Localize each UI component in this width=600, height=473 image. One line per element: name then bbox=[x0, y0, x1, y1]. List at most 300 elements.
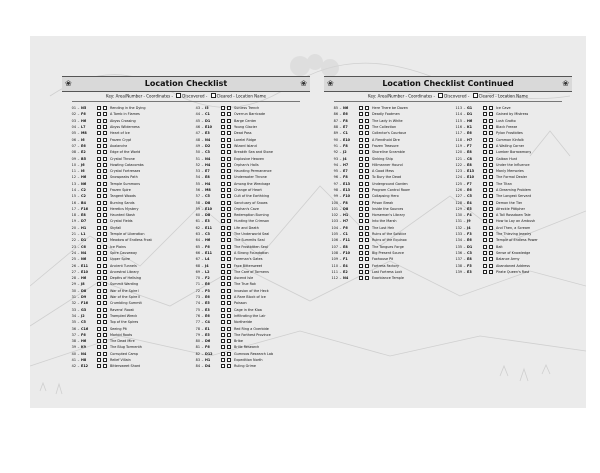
cleared-checkbox[interactable] bbox=[227, 314, 231, 318]
discovered-checkbox[interactable] bbox=[359, 125, 363, 129]
cleared-checkbox[interactable] bbox=[103, 295, 107, 299]
cleared-checkbox[interactable] bbox=[365, 264, 369, 268]
cleared-checkbox[interactable] bbox=[103, 131, 107, 135]
cleared-checkbox[interactable] bbox=[365, 150, 369, 154]
discovered-checkbox[interactable] bbox=[221, 314, 225, 318]
cleared-checkbox[interactable] bbox=[227, 295, 231, 299]
cleared-checkbox[interactable] bbox=[227, 238, 231, 242]
discovered-checkbox[interactable] bbox=[221, 295, 225, 299]
discovered-checkbox[interactable] bbox=[483, 169, 487, 173]
discovered-checkbox[interactable] bbox=[221, 264, 225, 268]
cleared-checkbox[interactable] bbox=[227, 106, 231, 110]
cleared-checkbox[interactable] bbox=[227, 188, 231, 192]
discovered-checkbox[interactable] bbox=[97, 314, 101, 318]
cleared-checkbox[interactable] bbox=[103, 245, 107, 249]
cleared-checkbox[interactable] bbox=[489, 188, 493, 192]
cleared-checkbox[interactable] bbox=[227, 339, 231, 343]
cleared-checkbox[interactable] bbox=[489, 270, 493, 274]
discovered-checkbox[interactable] bbox=[359, 175, 363, 179]
discovered-checkbox[interactable] bbox=[221, 119, 225, 123]
cleared-checkbox[interactable] bbox=[103, 364, 107, 368]
discovered-checkbox[interactable] bbox=[483, 182, 487, 186]
separator: – bbox=[463, 162, 466, 167]
discovered-checkbox[interactable] bbox=[221, 226, 225, 230]
discovered-checkbox[interactable] bbox=[97, 157, 101, 161]
discovered-checkbox[interactable] bbox=[483, 219, 487, 223]
discovered-checkbox[interactable] bbox=[221, 308, 225, 312]
cleared-checkbox[interactable] bbox=[365, 131, 369, 135]
cleared-checkbox[interactable] bbox=[227, 289, 231, 293]
discovered-checkbox[interactable] bbox=[221, 232, 225, 236]
discovered-checkbox[interactable] bbox=[221, 251, 225, 255]
cleared-checkbox[interactable] bbox=[489, 175, 493, 179]
discovered-checkbox[interactable] bbox=[483, 131, 487, 135]
cleared-checkbox[interactable] bbox=[227, 125, 231, 129]
discovered-checkbox[interactable] bbox=[97, 194, 101, 198]
cleared-checkbox[interactable] bbox=[227, 358, 231, 362]
cleared-checkbox[interactable] bbox=[227, 264, 231, 268]
discovered-checkbox[interactable] bbox=[97, 182, 101, 186]
location-name: A Dreaming Problem bbox=[496, 188, 531, 192]
discovered-checkbox[interactable] bbox=[221, 188, 225, 192]
cleared-checkbox[interactable] bbox=[227, 232, 231, 236]
cleared-checkbox[interactable] bbox=[103, 282, 107, 286]
location-coordinates: I6 bbox=[81, 169, 85, 174]
cleared-checkbox[interactable] bbox=[103, 264, 107, 268]
location-number: 121 bbox=[455, 156, 462, 161]
discovered-checkbox[interactable] bbox=[221, 219, 225, 223]
cleared-checkbox[interactable] bbox=[103, 163, 107, 167]
discovered-checkbox[interactable] bbox=[97, 345, 101, 349]
discovered-checkbox[interactable] bbox=[97, 213, 101, 217]
cleared-checkbox[interactable] bbox=[489, 238, 493, 242]
discovered-checkbox[interactable] bbox=[359, 219, 363, 223]
cleared-checkbox[interactable] bbox=[227, 226, 231, 230]
cleared-checkbox[interactable] bbox=[103, 112, 107, 116]
cleared-checkbox[interactable] bbox=[103, 352, 107, 356]
cleared-checkbox[interactable] bbox=[489, 119, 493, 123]
discovered-checkbox[interactable] bbox=[221, 358, 225, 362]
cleared-checkbox[interactable] bbox=[489, 131, 493, 135]
location-number: 26 bbox=[71, 263, 76, 268]
cleared-checkbox[interactable] bbox=[365, 270, 369, 274]
discovered-checkbox[interactable] bbox=[221, 106, 225, 110]
discovered-checkbox[interactable] bbox=[97, 358, 101, 362]
cleared-checkbox[interactable] bbox=[103, 276, 107, 280]
discovered-checkbox[interactable] bbox=[97, 238, 101, 242]
cleared-checkbox[interactable] bbox=[489, 207, 493, 211]
cleared-checkbox[interactable] bbox=[103, 320, 107, 324]
cleared-checkbox[interactable] bbox=[227, 308, 231, 312]
cleared-checkbox[interactable] bbox=[227, 150, 231, 154]
location-number: 57 bbox=[195, 194, 200, 199]
cleared-checkbox[interactable] bbox=[227, 131, 231, 135]
discovered-checkbox[interactable] bbox=[221, 301, 225, 305]
cleared-checkbox[interactable] bbox=[103, 339, 107, 343]
discovered-checkbox[interactable] bbox=[359, 188, 363, 192]
discovered-checkbox[interactable] bbox=[483, 238, 487, 242]
discovered-checkbox[interactable] bbox=[359, 194, 363, 198]
cleared-checkbox[interactable] bbox=[227, 194, 231, 198]
discovered-checkbox[interactable] bbox=[483, 264, 487, 268]
cleared-checkbox[interactable] bbox=[227, 182, 231, 186]
discovered-checkbox[interactable] bbox=[221, 238, 225, 242]
discovered-checkbox[interactable] bbox=[97, 276, 101, 280]
discovered-checkbox[interactable] bbox=[359, 106, 363, 110]
discovered-checkbox[interactable] bbox=[97, 339, 101, 343]
discovered-checkbox[interactable] bbox=[221, 339, 225, 343]
cleared-checkbox[interactable] bbox=[103, 226, 107, 230]
cleared-checkbox[interactable] bbox=[365, 188, 369, 192]
discovered-checkbox[interactable] bbox=[359, 251, 363, 255]
discovered-checkbox[interactable] bbox=[359, 276, 363, 280]
cleared-checkbox[interactable] bbox=[103, 138, 107, 142]
discovered-checkbox[interactable] bbox=[221, 182, 225, 186]
discovered-checkbox[interactable] bbox=[97, 232, 101, 236]
cleared-checkbox[interactable] bbox=[103, 188, 107, 192]
discovered-checkbox[interactable] bbox=[221, 131, 225, 135]
cleared-checkbox[interactable] bbox=[489, 251, 493, 255]
cleared-checkbox[interactable] bbox=[227, 276, 231, 280]
discovered-checkbox[interactable] bbox=[97, 333, 101, 337]
discovered-checkbox[interactable] bbox=[221, 289, 225, 293]
location-number: 82 bbox=[195, 351, 200, 356]
separator: – bbox=[201, 150, 204, 155]
location-name: Haunting Permanence bbox=[234, 169, 272, 174]
discovered-checkbox[interactable] bbox=[97, 327, 101, 331]
location-number: 80 bbox=[195, 339, 200, 344]
discovered-checkbox[interactable] bbox=[359, 270, 363, 274]
cleared-checkbox[interactable] bbox=[489, 219, 493, 223]
cleared-checkbox[interactable] bbox=[103, 308, 107, 312]
cleared-checkbox[interactable] bbox=[365, 157, 369, 161]
location-name: Lorelei Ridge bbox=[234, 137, 257, 142]
discovered-checkbox[interactable] bbox=[97, 251, 101, 255]
cleared-checkbox[interactable] bbox=[103, 289, 107, 293]
discovered-checkbox[interactable] bbox=[483, 226, 487, 230]
discovered-checkbox[interactable] bbox=[359, 119, 363, 123]
cleared-checkbox[interactable] bbox=[103, 125, 107, 129]
discovered-checkbox[interactable] bbox=[359, 207, 363, 211]
discovered-checkbox[interactable] bbox=[221, 169, 225, 173]
cleared-checkbox[interactable] bbox=[365, 257, 369, 261]
cleared-checkbox[interactable] bbox=[365, 207, 369, 211]
discovered-checkbox[interactable] bbox=[359, 150, 363, 154]
discovered-checkbox[interactable] bbox=[221, 320, 225, 324]
cleared-checkbox[interactable] bbox=[227, 270, 231, 274]
cleared-checkbox[interactable] bbox=[227, 175, 231, 179]
cleared-checkbox[interactable] bbox=[489, 157, 493, 161]
discovered-checkbox[interactable] bbox=[97, 207, 101, 211]
cleared-checkbox[interactable] bbox=[103, 175, 107, 179]
discovered-checkbox[interactable] bbox=[221, 245, 225, 249]
discovered-checkbox[interactable] bbox=[221, 112, 225, 116]
location-coordinates: E6 bbox=[467, 131, 472, 136]
cleared-checkbox[interactable] bbox=[365, 213, 369, 217]
cleared-checkbox[interactable] bbox=[489, 264, 493, 268]
cleared-checkbox[interactable] bbox=[103, 333, 107, 337]
discovered-checkbox[interactable] bbox=[483, 245, 487, 249]
discovered-checkbox[interactable] bbox=[359, 169, 363, 173]
discovered-checkbox[interactable] bbox=[97, 131, 101, 135]
discovered-checkbox[interactable] bbox=[221, 333, 225, 337]
cleared-checkbox[interactable] bbox=[227, 213, 231, 217]
cleared-checkbox[interactable] bbox=[227, 169, 231, 173]
discovered-checkbox[interactable] bbox=[221, 213, 225, 217]
discovered-checkbox[interactable] bbox=[359, 201, 363, 205]
discovered-checkbox[interactable] bbox=[97, 112, 101, 116]
discovered-checkbox[interactable] bbox=[483, 144, 487, 148]
cleared-checkbox[interactable] bbox=[103, 201, 107, 205]
discovered-checkbox[interactable] bbox=[359, 112, 363, 116]
cleared-checkbox[interactable] bbox=[103, 301, 107, 305]
discovered-checkbox[interactable] bbox=[359, 245, 363, 249]
cleared-checkbox[interactable] bbox=[365, 175, 369, 179]
discovered-checkbox[interactable] bbox=[97, 301, 101, 305]
cleared-checkbox[interactable] bbox=[103, 207, 107, 211]
cleared-checkbox[interactable] bbox=[489, 163, 493, 167]
discovered-checkbox[interactable] bbox=[97, 257, 101, 261]
cleared-checkbox[interactable] bbox=[103, 219, 107, 223]
discovered-checkbox[interactable] bbox=[359, 163, 363, 167]
cleared-checkbox[interactable] bbox=[489, 144, 493, 148]
cleared-checkbox[interactable] bbox=[365, 112, 369, 116]
discovered-checkbox[interactable] bbox=[483, 257, 487, 261]
cleared-checkbox[interactable] bbox=[103, 345, 107, 349]
discovered-checkbox[interactable] bbox=[97, 364, 101, 368]
discovered-checkbox[interactable] bbox=[359, 257, 363, 261]
discovered-checkbox[interactable] bbox=[97, 119, 101, 123]
discovered-checkbox[interactable] bbox=[221, 364, 225, 368]
discovered-checkbox[interactable] bbox=[97, 125, 101, 129]
cleared-checkbox[interactable] bbox=[365, 138, 369, 142]
location-coordinates: H7 bbox=[343, 219, 349, 224]
cleared-checkbox[interactable] bbox=[103, 257, 107, 261]
cleared-checkbox[interactable] bbox=[227, 282, 231, 286]
discovered-checkbox[interactable] bbox=[483, 125, 487, 129]
discovered-checkbox[interactable] bbox=[221, 201, 225, 205]
discovered-checkbox[interactable] bbox=[483, 194, 487, 198]
discovered-checkbox[interactable] bbox=[97, 308, 101, 312]
cleared-checkbox[interactable] bbox=[489, 201, 493, 205]
cleared-checkbox[interactable] bbox=[103, 358, 107, 362]
cleared-checkbox[interactable] bbox=[103, 327, 107, 331]
discovered-checkbox[interactable] bbox=[483, 188, 487, 192]
discovered-checkbox[interactable] bbox=[483, 157, 487, 161]
discovered-checkbox[interactable] bbox=[483, 213, 487, 217]
cleared-checkbox[interactable] bbox=[365, 201, 369, 205]
cleared-checkbox[interactable] bbox=[103, 144, 107, 148]
discovered-checkbox[interactable] bbox=[483, 106, 487, 110]
discovered-checkbox[interactable] bbox=[97, 169, 101, 173]
cleared-checkbox[interactable] bbox=[489, 169, 493, 173]
discovered-checkbox[interactable] bbox=[221, 276, 225, 280]
cleared-checkbox[interactable] bbox=[489, 257, 493, 261]
discovered-checkbox[interactable] bbox=[359, 232, 363, 236]
discovered-checkbox[interactable] bbox=[97, 352, 101, 356]
cleared-checkbox[interactable] bbox=[103, 251, 107, 255]
cleared-checkbox[interactable] bbox=[227, 257, 231, 261]
discovered-checkbox[interactable] bbox=[97, 201, 101, 205]
cleared-checkbox[interactable] bbox=[489, 106, 493, 110]
cleared-checkbox[interactable] bbox=[227, 345, 231, 349]
discovered-checkbox[interactable] bbox=[483, 112, 487, 116]
cleared-checkbox[interactable] bbox=[227, 245, 231, 249]
discovered-checkbox[interactable] bbox=[97, 226, 101, 230]
cleared-checkbox[interactable] bbox=[365, 219, 369, 223]
discovered-checkbox[interactable] bbox=[483, 232, 487, 236]
cleared-checkbox[interactable] bbox=[227, 119, 231, 123]
cleared-checkbox[interactable] bbox=[227, 207, 231, 211]
cleared-checkbox[interactable] bbox=[489, 232, 493, 236]
cleared-checkbox[interactable] bbox=[103, 238, 107, 242]
discovered-checkbox[interactable] bbox=[359, 144, 363, 148]
discovered-checkbox[interactable] bbox=[221, 257, 225, 261]
discovered-checkbox[interactable] bbox=[221, 207, 225, 211]
cleared-checkbox[interactable] bbox=[365, 169, 369, 173]
cleared-checkbox[interactable] bbox=[103, 157, 107, 161]
discovered-checkbox[interactable] bbox=[221, 270, 225, 274]
cleared-checkbox[interactable] bbox=[227, 320, 231, 324]
discovered-checkbox[interactable] bbox=[97, 270, 101, 274]
location-number: 117 bbox=[455, 131, 462, 136]
cleared-checkbox[interactable] bbox=[365, 106, 369, 110]
cleared-checkbox[interactable] bbox=[227, 112, 231, 116]
discovered-checkbox[interactable] bbox=[483, 270, 487, 274]
discovered-checkbox[interactable] bbox=[97, 163, 101, 167]
discovered-checkbox[interactable] bbox=[221, 282, 225, 286]
cleared-checkbox[interactable] bbox=[227, 157, 231, 161]
location-name: Heretics Mystery bbox=[110, 206, 139, 211]
discovered-checkbox[interactable] bbox=[97, 219, 101, 223]
cleared-checkbox[interactable] bbox=[227, 219, 231, 223]
cleared-checkbox[interactable] bbox=[489, 138, 493, 142]
discovered-checkbox[interactable] bbox=[221, 125, 225, 129]
discovered-checkbox[interactable] bbox=[221, 352, 225, 356]
discovered-checkbox[interactable] bbox=[359, 213, 363, 217]
discovered-checkbox[interactable] bbox=[483, 207, 487, 211]
discovered-checkbox[interactable] bbox=[97, 106, 101, 110]
discovered-checkbox[interactable] bbox=[483, 251, 487, 255]
discovered-checkbox[interactable] bbox=[359, 157, 363, 161]
cleared-checkbox[interactable] bbox=[227, 251, 231, 255]
discovered-checkbox[interactable] bbox=[221, 175, 225, 179]
discovered-checkbox[interactable] bbox=[221, 327, 225, 331]
discovered-checkbox[interactable] bbox=[483, 138, 487, 142]
cleared-checkbox[interactable] bbox=[365, 182, 369, 186]
cleared-checkbox[interactable] bbox=[365, 125, 369, 129]
cleared-checkbox[interactable] bbox=[365, 144, 369, 148]
cleared-checkbox[interactable] bbox=[227, 364, 231, 368]
cleared-checkbox[interactable] bbox=[227, 144, 231, 148]
location-number: 41 bbox=[71, 358, 76, 363]
discovered-checkbox[interactable] bbox=[97, 289, 101, 293]
cleared-checkbox[interactable] bbox=[227, 138, 231, 142]
cleared-checkbox[interactable] bbox=[103, 314, 107, 318]
cleared-checkbox[interactable] bbox=[227, 352, 231, 356]
cleared-checkbox[interactable] bbox=[365, 238, 369, 242]
discovered-checkbox[interactable] bbox=[97, 138, 101, 142]
cleared-checkbox[interactable] bbox=[365, 245, 369, 249]
cleared-checkbox[interactable] bbox=[103, 194, 107, 198]
cleared-checkbox[interactable] bbox=[489, 182, 493, 186]
cleared-checkbox[interactable] bbox=[103, 119, 107, 123]
discovered-checkbox[interactable] bbox=[97, 264, 101, 268]
cleared-checkbox[interactable] bbox=[489, 150, 493, 154]
discovered-checkbox[interactable] bbox=[97, 150, 101, 154]
location-number: 91 bbox=[333, 143, 338, 148]
discovered-checkbox[interactable] bbox=[221, 163, 225, 167]
separator: – bbox=[463, 131, 466, 136]
cleared-checkbox[interactable] bbox=[227, 163, 231, 167]
discovered-checkbox[interactable] bbox=[359, 238, 363, 242]
cleared-checkbox[interactable] bbox=[489, 226, 493, 230]
discovered-checkbox[interactable] bbox=[483, 119, 487, 123]
cleared-checkbox[interactable] bbox=[365, 276, 369, 280]
cleared-checkbox[interactable] bbox=[103, 213, 107, 217]
discovered-checkbox[interactable] bbox=[483, 163, 487, 167]
location-name: Crystal Fields bbox=[110, 219, 133, 224]
discovered-checkbox[interactable] bbox=[221, 345, 225, 349]
discovered-checkbox[interactable] bbox=[359, 264, 363, 268]
cleared-checkbox[interactable] bbox=[365, 232, 369, 236]
cleared-checkbox[interactable] bbox=[103, 150, 107, 154]
discovered-checkbox[interactable] bbox=[221, 138, 225, 142]
location-number: 49 bbox=[195, 143, 200, 148]
discovered-checkbox[interactable] bbox=[221, 194, 225, 198]
cleared-checkbox[interactable] bbox=[227, 201, 231, 205]
location-number: 24 bbox=[71, 250, 76, 255]
discovered-checkbox[interactable] bbox=[483, 150, 487, 154]
discovered-checkbox[interactable] bbox=[359, 182, 363, 186]
cleared-checkbox[interactable] bbox=[103, 232, 107, 236]
discovered-checkbox[interactable] bbox=[483, 175, 487, 179]
discovered-checkbox[interactable] bbox=[97, 295, 101, 299]
discovered-checkbox[interactable] bbox=[359, 131, 363, 135]
discovered-checkbox[interactable] bbox=[97, 320, 101, 324]
discovered-checkbox[interactable] bbox=[359, 138, 363, 142]
discovered-checkbox[interactable] bbox=[97, 245, 101, 249]
location-number: 94 bbox=[333, 162, 338, 167]
cleared-checkbox[interactable] bbox=[489, 245, 493, 249]
cleared-checkbox[interactable] bbox=[103, 182, 107, 186]
cleared-checkbox[interactable] bbox=[227, 301, 231, 305]
cleared-checkbox[interactable] bbox=[365, 251, 369, 255]
discovered-checkbox[interactable] bbox=[221, 144, 225, 148]
discovered-checkbox[interactable] bbox=[221, 150, 225, 154]
discovered-checkbox[interactable] bbox=[97, 282, 101, 286]
cleared-checkbox[interactable] bbox=[227, 327, 231, 331]
cleared-checkbox[interactable] bbox=[365, 226, 369, 230]
cleared-checkbox[interactable] bbox=[365, 119, 369, 123]
cleared-checkbox[interactable] bbox=[227, 333, 231, 337]
discovered-checkbox[interactable] bbox=[97, 188, 101, 192]
cleared-checkbox[interactable] bbox=[489, 194, 493, 198]
cleared-checkbox[interactable] bbox=[103, 169, 107, 173]
discovered-checkbox[interactable] bbox=[483, 201, 487, 205]
cleared-checkbox[interactable] bbox=[489, 125, 493, 129]
cleared-checkbox[interactable] bbox=[365, 163, 369, 167]
discovered-checkbox[interactable] bbox=[97, 144, 101, 148]
cleared-checkbox[interactable] bbox=[489, 213, 493, 217]
cleared-checkbox[interactable] bbox=[103, 270, 107, 274]
cleared-checkbox[interactable] bbox=[489, 112, 493, 116]
cleared-checkbox[interactable] bbox=[365, 194, 369, 198]
cleared-checkbox[interactable] bbox=[103, 106, 107, 110]
discovered-checkbox[interactable] bbox=[97, 175, 101, 179]
discovered-checkbox[interactable] bbox=[359, 226, 363, 230]
discovered-checkbox[interactable] bbox=[221, 157, 225, 161]
